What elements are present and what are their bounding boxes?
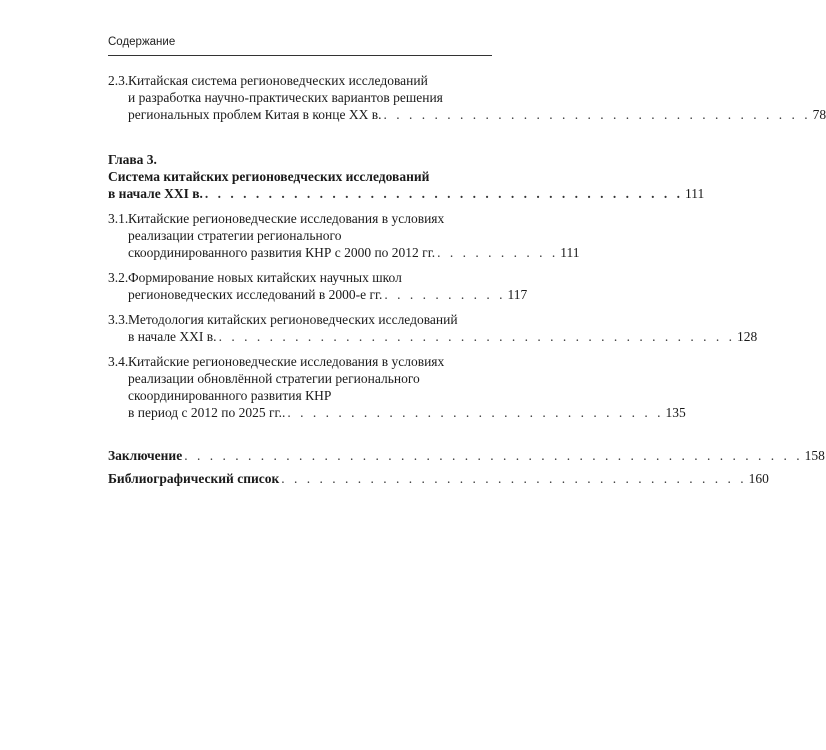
leader-dots: . . . . . . . . . . <box>437 245 559 260</box>
toc-entry-3-2 <box>108 269 528 303</box>
section-number: 3.1. <box>108 211 129 226</box>
entry-line: в начале XXI в. <box>128 329 217 344</box>
chapter-title: Система китайских регионоведческих исследований <box>108 169 430 184</box>
page-number: 158 <box>804 448 825 463</box>
entry-line: в период с 2012 по 2025 гг.. <box>128 405 286 420</box>
page-number: 111 <box>560 245 580 260</box>
chapter-label: Глава 3. <box>108 152 157 167</box>
running-head: Содержание <box>108 36 176 48</box>
entry-line: реализации стратегии регионального <box>128 228 342 243</box>
entry-line: и разработка научно-практических вариантов решения <box>128 90 443 105</box>
page-number: 135 <box>665 405 686 420</box>
leader-dots: . . . . . . . . . . . . . . . . . . . . . . . . . . . . . . . . . . . . . . <box>204 186 683 201</box>
page-number: 117 <box>507 287 528 302</box>
section-number: 3.4. <box>108 354 129 369</box>
leader-dots: . . . . . . . . . . . . . . . . . . . . . . . . . . . . . . . . . . . . . . . . . . . . . . . . . <box>184 448 803 463</box>
toc-bibliography <box>108 470 769 487</box>
toc-entry-2-3 <box>108 72 826 123</box>
table-of-contents <box>108 72 826 487</box>
toc-entry-3-1 <box>108 210 580 261</box>
leader-dots: . . . . . . . . . . . . . . . . . . . . . . . . . . . . . . <box>287 405 664 420</box>
entry-label: Заключение <box>108 448 183 463</box>
entry-line: Китайские регионоведческие исследования в условиях <box>128 211 445 226</box>
leader-dots: . . . . . . . . . . . . . . . . . . . . . . . . . . . . . . . . . . . . . <box>281 471 747 486</box>
page-number: 160 <box>748 471 769 486</box>
entry-line: Китайская система регионоведческих исследований <box>128 73 428 88</box>
page-number: 111 <box>685 186 705 201</box>
section-number: 2.3. <box>108 73 129 88</box>
section-number: 3.3. <box>108 312 129 327</box>
entry-line: Китайские регионоведческие исследования в условиях <box>128 354 445 369</box>
toc-conclusion <box>108 447 825 464</box>
leader-dots: . . . . . . . . . . <box>384 287 506 302</box>
header-rule <box>108 55 492 56</box>
entry-line: скоординированного развития КНР с 2000 по 2012 гг. <box>128 245 436 260</box>
toc-chapter-3 <box>108 151 705 202</box>
entry-line: регионоведческих исследований в 2000-е гг. <box>128 287 383 302</box>
section-number: 3.2. <box>108 270 129 285</box>
toc-entry-3-4 <box>108 353 686 421</box>
entry-line: реализации обновлённой стратегии регионального <box>128 371 420 386</box>
leader-dots: . . . . . . . . . . . . . . . . . . . . . . . . . . . . . . . . . . . . . . . . . <box>218 329 735 344</box>
toc-entry-3-3 <box>108 311 758 345</box>
entry-line: Методология китайских регионоведческих исследований <box>128 312 458 327</box>
entry-line: Формирование новых китайских научных школ <box>128 270 402 285</box>
page-number: 128 <box>736 329 758 344</box>
entry-line: региональных проблем Китая в конце XX в. <box>128 107 382 122</box>
entry-line: скоординированного развития КНР <box>128 388 332 403</box>
leader-dots: . . . . . . . . . . . . . . . . . . . . . . . . . . . . . . . . . . <box>383 107 811 122</box>
page-number: 78 <box>812 107 826 122</box>
entry-label: Библиографический список <box>108 471 280 486</box>
chapter-title: в начале XXI в. <box>108 186 203 201</box>
